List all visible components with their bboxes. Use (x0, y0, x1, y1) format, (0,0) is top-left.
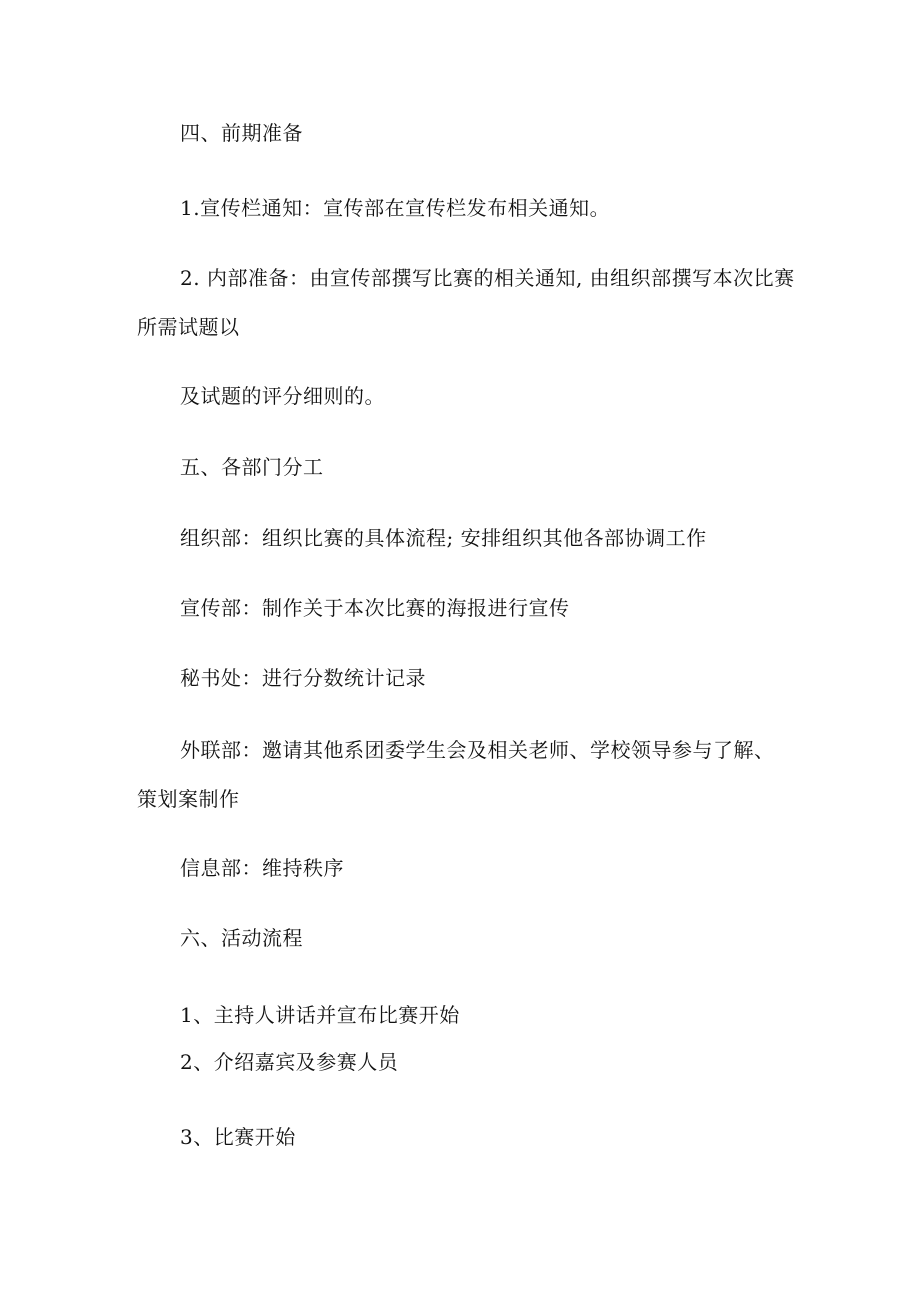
section-heading-preparation: 四、前期准备 (180, 121, 303, 145)
paragraph-external-relations: 外联部：邀请其他系团委学生会及相关老师、学校领导参与了解、 (180, 738, 775, 762)
list-item-step-1: 1、主持人讲话并宣布比赛开始 (180, 1003, 460, 1027)
section-heading-process: 六、活动流程 (180, 926, 303, 950)
paragraph-bulletin-notice: 1.宣传栏通知：宣传部在宣传栏发布相关通知。 (180, 196, 611, 220)
paragraph-internal-prep: 2. 内部准备：由宣传部撰写比赛的相关通知, 由组织部撰写本次比赛 (180, 266, 795, 290)
paragraph-internal-prep-end: 及试题的评分细则的。 (180, 384, 385, 408)
section-heading-division: 五、各部门分工 (180, 455, 324, 479)
paragraph-external-relations-cont: 策划案制作 (137, 787, 240, 811)
list-item-step-2: 2、介绍嘉宾及参赛人员 (180, 1050, 399, 1074)
paragraph-internal-prep-cont: 所需试题以 (137, 315, 240, 339)
paragraph-information-dept: 信息部：维持秩序 (180, 856, 344, 880)
paragraph-secretariat: 秘书处：进行分数统计记录 (180, 666, 426, 690)
paragraph-publicity-dept: 宣传部：制作关于本次比赛的海报进行宣传 (180, 596, 570, 620)
list-item-step-3: 3、比赛开始 (180, 1125, 296, 1149)
paragraph-organization-dept: 组织部：组织比赛的具体流程; 安排组织其他各部协调工作 (180, 526, 707, 550)
